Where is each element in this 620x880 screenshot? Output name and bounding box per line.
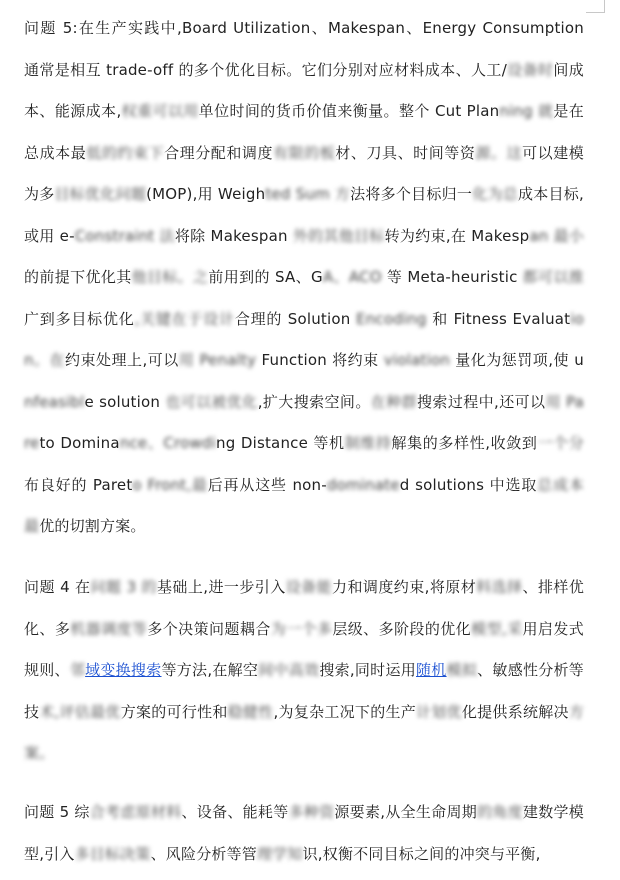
redacted-text: 合考虑原材料 [89, 803, 182, 821]
text-run: ,扩大搜索空间。 [257, 392, 371, 411]
text-run: e solution [84, 392, 166, 411]
redacted-text: A、ACO [322, 268, 382, 286]
text-run: 成本目标,或用 e- [24, 185, 585, 245]
inline-link[interactable]: 随机 [416, 661, 447, 679]
text-run: 将除 Makespan [174, 226, 293, 245]
redacted-text: 权重可以用 [121, 102, 199, 120]
text-run: 层级、多阶段的优化 [332, 619, 472, 638]
text-run: 、排样优化、多 [24, 578, 585, 638]
text-run: 建数学模型,引入 [24, 803, 585, 863]
redacted-text: 模型,采 [471, 619, 523, 638]
text-run: 化提供系统解决 [461, 702, 569, 721]
text-run: 、风险分析等管 [150, 844, 257, 863]
redacted-text: 稳健性 [227, 702, 274, 721]
text-run: 、设备、能耗等 [181, 803, 289, 821]
text-run: 解集的多样性,收敛到 [391, 434, 538, 452]
redacted-text: 用 Penalty [178, 351, 257, 369]
text-run: 多个决策问题耦合 [147, 619, 271, 638]
text-run: 搜索,同时运用 [319, 661, 417, 679]
redacted-text: 理学知 [257, 844, 303, 863]
text-run: (MOP),用 Weigh [146, 185, 266, 203]
paragraph-problem-5-summary [24, 792, 584, 875]
redacted-text: nfeasibl [24, 392, 85, 411]
redacted-text: nce、Crowdi [119, 434, 217, 452]
paragraph-problem-4 [24, 567, 584, 775]
text-run: 合理的 Solution [234, 309, 357, 328]
redacted-text: 多目标决策 [74, 844, 151, 863]
redacted-text: o Front,最 [132, 475, 208, 494]
redacted-text: Encoding [356, 309, 427, 328]
redacted-text: an 最小 [529, 226, 585, 245]
text-run: 合理分配和调度 [164, 143, 274, 162]
text-run: 约束处理上,可以 [65, 351, 179, 369]
redacted-text: 目标优化问题 [54, 185, 147, 203]
redacted-text: 计划优 [416, 702, 462, 721]
text-run: 等方法,在解空 [161, 661, 259, 679]
text-run: d solutions 中选取 [399, 475, 538, 494]
redacted-text: Constraint 法 [74, 226, 175, 245]
text-run: ng Distance 等机 [216, 434, 345, 452]
text-run: 问题 4 在 [24, 578, 91, 596]
redacted-text: 用 Pare [24, 392, 585, 452]
redacted-text: 为一个多 [270, 619, 333, 638]
redacted-text: ning 就 [499, 102, 554, 120]
text-run: 布良好的 Paret [24, 475, 133, 494]
paragraph-problem-5-intro [24, 8, 584, 548]
text-run: 基础上,进一步引入 [156, 578, 286, 596]
text-run: 源要素,从全生命周期 [334, 803, 478, 821]
redacted-text: 设备能 [285, 578, 333, 596]
redacted-text: 术,评估最优 [39, 702, 121, 721]
redacted-text: ion。在 [24, 309, 585, 369]
redacted-text: 制维持 [344, 434, 392, 452]
text-run: 前用到的 SA、G [208, 268, 323, 286]
redacted-text: 设备时 [507, 60, 554, 79]
redacted-text: 的角度 [477, 803, 523, 821]
inline-link[interactable]: 域变换搜索 [85, 661, 162, 679]
redacted-text: 低的约束下 [86, 143, 165, 162]
text-run: 等 Meta-heuristic [381, 268, 523, 286]
text-run: 用启发式规则、 [24, 619, 584, 679]
redacted-text: 多种资 [288, 803, 335, 821]
redacted-text: dominate [326, 475, 400, 494]
redacted-text: 邻 [69, 661, 86, 679]
redacted-text: ,关键在于设计 [134, 309, 235, 328]
text-run: Function 将约束 [256, 351, 379, 369]
text-run: 间成本、能源成本, [24, 60, 584, 120]
redacted-text: 方案。 [24, 702, 585, 762]
redacted-text: 有限的板 [273, 143, 336, 162]
redacted-text: violation [378, 351, 456, 369]
text-run: ,为复杂工况下的生产 [273, 702, 417, 721]
text-run: 力和调度约束,将原材 [332, 578, 477, 596]
text-run: 和 Fitness Evaluat [426, 309, 571, 328]
text-run: 单位时间的货币价值来衡量。整个 Cut Plan [198, 102, 500, 120]
redacted-text: 外的其他目标 [292, 226, 385, 245]
text-run: 可以建模为多 [24, 143, 584, 203]
text-run: 转为约束,在 Makesp [384, 226, 530, 245]
redacted-text: ted Sum 方 [265, 185, 351, 203]
text-run: 后再从这些 non- [207, 475, 327, 494]
redacted-text: 他目标。之 [131, 268, 209, 286]
text-run: 识,权衡不同目标之间的冲突与平衡, [302, 844, 541, 863]
redacted-text: 模拟 [446, 661, 478, 679]
redacted-text: 问题 3 的 [90, 578, 157, 596]
text-run: 量化为惩罚项,使 u [455, 351, 584, 369]
text-run: to Domina [39, 434, 120, 452]
redacted-text: 机器调度等 [70, 619, 148, 638]
text-run: 方案的可行性和 [120, 702, 228, 721]
page-corner-mark [586, 0, 605, 13]
redacted-text: 料选择 [476, 578, 523, 596]
redacted-text: 都可以推 [522, 268, 584, 286]
redacted-text: 也可以被优化 [165, 392, 258, 411]
redacted-text: 间中高效 [258, 661, 320, 679]
redacted-text: 在种群 [370, 392, 417, 411]
text-run: 搜索过程中,还可以 [417, 392, 546, 411]
text-run: 广到多目标优化 [24, 309, 135, 328]
redacted-text: 总成本最 [24, 475, 585, 535]
text-run: 问题 5:在生产实践中,Board Utilization、Makespan、Energy Consumption 通常是相互 trade-off 的多个优化目标。它们分别对应材料成本、人工/ [24, 19, 584, 79]
text-run: 、敏感性分析等技 [24, 661, 584, 721]
text-run: 问题 5 综 [24, 803, 90, 821]
text-run: 材、刀具、时间等资 [335, 143, 476, 162]
redacted-text: 源。这 [475, 143, 523, 162]
text-run: 是在总成本最 [24, 102, 584, 162]
text-run: 的前提下优化其 [24, 268, 132, 286]
text-run: 法将多个目标归一 [350, 185, 473, 203]
redacted-text: 化为总 [472, 185, 518, 203]
redacted-text: 一个分 [537, 434, 584, 452]
text-run: 优的切割方案。 [39, 517, 146, 535]
